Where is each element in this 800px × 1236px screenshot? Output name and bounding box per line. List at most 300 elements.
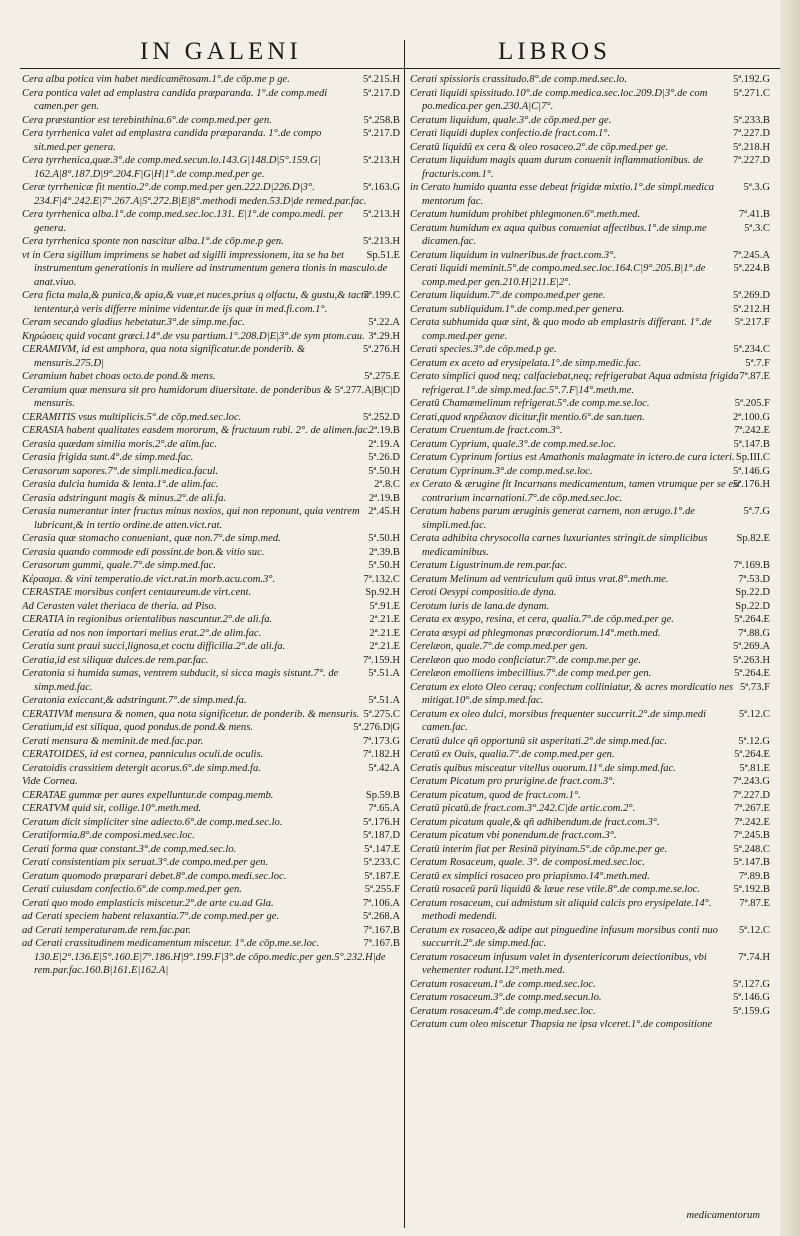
index-entry	[22, 829, 400, 843]
index-entry	[410, 316, 770, 343]
entry-reference: 5ª.26.D	[368, 452, 400, 463]
index-entry	[410, 586, 770, 600]
entry-reference: 7ª.242.E	[734, 816, 770, 828]
header-right: LIBROS	[498, 38, 611, 65]
entry-text: Ceratia,id est siliquæ dulces.de rem.par.fac.	[22, 654, 209, 666]
entry-text: Cerasia quando commode edi possint.de bon.& vitio suc.	[22, 546, 265, 558]
index-entry	[22, 586, 400, 600]
entry-reference: 7ª.227.D	[732, 128, 770, 139]
index-entry	[410, 627, 770, 641]
entry-reference: 5ª.192.G	[732, 74, 770, 85]
entry-reference: 5ª.233.C	[363, 857, 400, 868]
index-entry	[22, 640, 400, 654]
entry-reference: 5ª.51.A	[368, 695, 400, 706]
entry-reference: 7ª.87.E	[739, 371, 770, 382]
entry-text: Cerati quo modo emplasticis miscetur.2°.de arte cu.ad Gla.	[22, 897, 274, 909]
index-entry	[410, 640, 770, 654]
entry-reference: 7ª.173.G	[362, 735, 400, 747]
entry-reference: 7ª.65.A	[368, 803, 400, 814]
entry-reference: 5ª.264.E	[734, 668, 770, 679]
index-entry	[410, 370, 770, 397]
entry-text: Cerata adhibita chrysocolla carnes luxuriantes stringit.de simplicibus medicaminibus.	[410, 533, 708, 558]
entry-reference: 7ª.182.H	[362, 749, 400, 760]
index-entry	[22, 816, 400, 830]
entry-text: Ceratū ex Ouis, qualia.7°.de comp.med.per gen.	[410, 749, 615, 760]
entry-reference: 7ª.88.G	[738, 627, 770, 639]
entry-reference: 7ª.245.A	[732, 249, 770, 261]
entry-reference: 5ª.12.C	[738, 924, 770, 936]
entry-text: Cerati spissioris crassitudo.8°.de comp.med.sec.lo.	[410, 74, 627, 85]
index-entry	[410, 397, 770, 411]
entry-text: Cerasia quæ stomacho conueniant, quæ non.7°.de simp.med.	[22, 533, 281, 544]
entry-text: Ceræ tyrrhenicæ fit mentio.2°.de comp.med.per gen.222.D|226.D|3°. 234.F|4°.242.E|7°.267.A|5ª.272.B|E|8°.methodi meden.53.D|de remed.par.fac.	[22, 182, 367, 207]
entry-text: Cerotum iuris de lana.de dynam.	[410, 600, 550, 612]
entry-text: Cerelæon emolliens imbecillius.7°.de comp med.per gen.	[410, 668, 652, 679]
entry-text: Cerata œsypi ad phlegmonas præcordiorum.14°.meth.med.	[410, 627, 661, 639]
index-entry	[410, 816, 770, 830]
entry-reference: 5ª.276.H	[362, 344, 400, 355]
entry-reference: 5ª.212.H	[732, 303, 770, 315]
entry-reference: 2ª.45.H	[368, 506, 400, 517]
entry-text: Ceratum Cyprinum.3°.de comp.med.se.loc.	[410, 465, 593, 477]
entry-text: Cerati liquidi meminit.5°.de compo.med.sec.loc.164.C|9°.205.B|1°.de comp.med.per gen.210.H|211.E|2°.	[410, 263, 706, 288]
entry-text: ad Cerati temperaturam.de rem.fac.par.	[22, 924, 191, 936]
entry-text: ad Cerati crassitudinem medicamentum miscetur. 1°.de cōp.me.se.loc. 130.E|2°.136.E|5°.160.E|7°.186.H|9°.199.F|3°.de cōpo.medic.per gen.5°.232.H|de rem.par.fac.160.B|161.E|162.A|	[22, 938, 386, 976]
entry-text: Ceram secando gladius hebetatur.3°.de simp.me.fac.	[22, 317, 245, 328]
index-entry	[410, 73, 770, 87]
entry-reference: 5ª.192.B	[733, 884, 770, 895]
index-entry	[22, 708, 400, 722]
entry-text: Ceratum Rosaceum, quale. 3°. de composi.med.sec.loc.	[410, 857, 645, 868]
index-entry	[22, 600, 400, 614]
index-entry	[410, 303, 770, 317]
entry-text: Cera tyrrhenica,quæ.3°.de comp.med.secun.lo.143.G|148.D|5°.159.G| 162.A|8°.187.D|9°.204.F|G|H|1°.de comp.med.per ge.	[22, 155, 321, 180]
entry-reference: Sp.59.B	[365, 789, 400, 801]
entry-text: Cera tyrrhenica sponte non nascitur alba.1°.de cōp.me.p gen.	[22, 236, 284, 247]
entry-text: Ceratum Cruentum.de fract.com.3°.	[410, 425, 563, 436]
left-column	[22, 73, 400, 1223]
entry-text: Ceratoidis crassitiem detergit acorus.6°.de simp.med.fa.	[22, 762, 261, 774]
entry-text: Cerasia dulcia humida & lenta.1°.de alim.fac.	[22, 479, 219, 490]
index-entry	[22, 762, 400, 776]
entry-reference: 5ª.248.C	[733, 843, 770, 855]
entry-text: Ceratum picatum quale,& qñ adhibendum.de fract.com.3°.	[410, 816, 660, 828]
entry-text: Ceratium,id est siliqua, quod pondus.de pond.& mens.	[22, 722, 253, 733]
entry-reference: 5ª.147.B	[733, 857, 770, 868]
entry-text: Ceratum liquidum magis quam durum conuenit inflammationibus. de fracturis.com.1°.	[410, 155, 704, 180]
entry-reference: 5ª.233.B	[733, 114, 770, 126]
entry-text: Κέρασμα. & vini temperatio.de vict.rat.in morb.acu.com.3°.	[22, 573, 276, 585]
entry-text: Cera tyrrhenica alba.1°.de comp.med.sec.loc.131. E|1°.de compo.medi. per genera.	[22, 209, 343, 234]
entry-text: Ceratū liquidū ex cera & oleo rosaceo.2°.de cōp.med.per ge.	[410, 141, 669, 153]
index-entry	[410, 127, 770, 141]
entry-text: Ceratum ex oleo dulci, morsibus frequenter succurrit.2°.de simp.medi camen.fac.	[410, 708, 707, 733]
index-entry	[410, 775, 770, 789]
entry-reference: Sp.51.E	[366, 249, 400, 261]
entry-text: CERATAE gummæ per aures expelluntur.de compag.memb.	[22, 789, 274, 801]
entry-text: Cera pontica valet ad emplastra candida præparanda. 1°.de comp.medi camen.per gen.	[22, 87, 328, 112]
catchword: medicamentorum	[686, 1210, 760, 1221]
entry-text: Ceramium quæ mensura sit pro humidorum diuersitate. de ponderibus & mensuris.	[22, 384, 332, 409]
entry-reference: 5ª.263.H	[732, 654, 770, 666]
entry-reference: 5ª.51.A	[368, 668, 400, 679]
entry-text: Cerati mensura & meminit.de med.fac.par.	[22, 735, 204, 747]
entry-reference: 5ª.269.A	[732, 641, 770, 652]
entry-text: Ceratum rosaceum.4°.de comp.med.sec.loc.	[410, 1005, 596, 1017]
index-entry	[410, 951, 770, 978]
entry-text: Cerasia adstringunt magis & minus.2°.de ali.fa.	[22, 492, 227, 504]
entry-text: CERAMITIS vsus multiplicis.5°.de cōp.med.sec.loc.	[22, 411, 242, 423]
index-entry	[22, 370, 400, 384]
entry-reference: 5ª.50.H	[368, 560, 400, 571]
entry-text: in Cerato humido quanta esse debeat frigidæ mixtio.1°.de simpl.medica mentorum fac.	[410, 182, 715, 207]
entry-reference: 2ª.21.E	[369, 614, 400, 625]
entry-reference: 5ª.264.E	[734, 749, 770, 760]
index-entry	[22, 424, 400, 438]
index-entry	[410, 222, 770, 249]
header-rule	[20, 68, 780, 69]
index-entry	[410, 87, 770, 114]
index-entry	[22, 411, 400, 425]
right-column	[410, 73, 770, 1208]
index-entry	[22, 532, 400, 546]
entry-reference: 5ª.277.A|B|C|D	[334, 384, 400, 396]
entry-text: CERATVM quid sit, collige.10°.meth.med.	[22, 803, 202, 814]
index-entry	[410, 1005, 770, 1019]
entry-text: Ad Cerasten valet theriaca de theria. ad Piso.	[22, 600, 217, 612]
entry-text: Cerasia frigida sunt.4°.de simp.med.fac.	[22, 452, 194, 463]
entry-text: Ceratum dicit simpliciter sine adiecto.6°.de comp.med.sec.lo.	[22, 816, 283, 828]
entry-text: Cera præstantior est terebinthina.6°.de comp.med.per gen.	[22, 114, 272, 126]
index-entry	[22, 465, 400, 479]
header-left: IN GALENI	[140, 38, 302, 65]
entry-text: Cerati cuiusdam confectio.6°.de comp.med.per gen.	[22, 884, 242, 895]
index-entry	[22, 492, 400, 506]
index-entry	[410, 154, 770, 181]
index-entry	[410, 289, 770, 303]
index-entry	[22, 802, 400, 816]
index-entry	[410, 883, 770, 897]
entry-reference: 5ª.147.B	[733, 438, 770, 450]
index-entry	[410, 438, 770, 452]
entry-reference: 5ª.3.G	[743, 182, 770, 193]
entry-text: Ceratum rosaceum infusum valet in dysentericorum deiectionibus, vbi vehementer rodunt.12°.meth.med.	[410, 951, 707, 976]
entry-text: Κηρώσεις quid vocant græci.14°.de vsu partium.1°.208.D|E|3°.de sym ptom.cau.	[22, 330, 365, 342]
entry-reference: 7ª.167.B	[363, 924, 400, 936]
index-entry	[410, 208, 770, 222]
index-entry	[22, 573, 400, 587]
entry-reference: 7ª.132.C	[363, 573, 400, 585]
entry-text: Ceratū ex simplici rosaceo pro priapismo.14°.meth.med.	[410, 870, 650, 882]
entry-text: Ceratum Melinum ad ventriculum quū intus vrat.8°.meth.me.	[410, 573, 669, 585]
entry-text: CERATIVM mensura & nomen, qua nota significetur. de ponderib. & mensuris.	[22, 708, 360, 720]
index-entry	[410, 262, 770, 289]
entry-text: ex Cerato & ærugine fit Incarnans medicamentum, tamen vtrumque per se est contrarium incarnationi.7°.de cōp.med.sec.loc.	[410, 479, 741, 504]
entry-reference: 5ª.163.G	[362, 182, 400, 193]
index-entry	[22, 114, 400, 128]
index-entry	[410, 411, 770, 425]
entry-reference: 5ª.255.F	[364, 884, 400, 895]
entry-text: Cerato simplici quod neq; calfaciebat,neq; refrigerabat Aqua admista frigida refrigerat.1°.de simp.med.fac.5°.7.F|14°.meth.me.	[410, 371, 739, 396]
index-entry	[22, 856, 400, 870]
entry-text: Ceratum Cyprium, quale.3°.de comp.med.se.loc.	[410, 438, 617, 450]
entry-reference: 7ª.242.E	[734, 425, 770, 436]
index-entry	[22, 546, 400, 560]
entry-text: Ceratum liquidum, quale.3°.de cōp.med.per ge.	[410, 114, 612, 126]
index-entry	[410, 667, 770, 681]
index-entry	[410, 478, 770, 505]
index-entry	[22, 789, 400, 803]
entry-reference: 5ª.187.E	[364, 870, 400, 882]
entry-reference: 7ª.199.C	[363, 290, 400, 301]
index-entry	[22, 627, 400, 641]
index-entry	[410, 654, 770, 668]
entry-reference: 7ª.159.H	[362, 654, 400, 666]
entry-text: Ceratū Chamæmelinum refrigerat.5°.de comp.me.se.loc.	[410, 398, 650, 409]
index-entry	[410, 991, 770, 1005]
index-entry	[410, 613, 770, 627]
entry-reference: 5ª.213.H	[362, 236, 400, 247]
index-entry	[22, 316, 400, 330]
entry-reference: Sp.III.C	[735, 452, 770, 463]
entry-text: Cerata ex œsypo, resina, et cera, qualia.7°.de cōp.med.per ge.	[410, 614, 674, 625]
entry-reference: 5ª.269.D	[732, 290, 770, 301]
index-entry	[22, 654, 400, 668]
index-entry	[410, 114, 770, 128]
entry-text: Ceratum rosaceum.1°.de comp.med.sec.loc.	[410, 978, 596, 990]
entry-reference: 5ª.12.G	[738, 735, 770, 747]
entry-text: CERATIA in regionibus orientalibus nascuntur.2°.de ali.fa.	[22, 614, 273, 625]
entry-text: Ceratum cum oleo miscetur Thapsia ne ipsa vlceret.1°.de compositione	[410, 1019, 713, 1030]
entry-reference: 5ª.81.E	[739, 762, 770, 774]
index-entry	[22, 384, 400, 411]
entry-text: Ceratum Cyprinum fortius est Amathonis malagmate in ictero.de cura icteri.	[410, 452, 735, 463]
entry-text: Cerasorum gummi, quale.7°.de simp.med.fac.	[22, 560, 217, 571]
index-entry	[22, 289, 400, 316]
entry-text: Ceratum quomodo præparari debet.8°.de compo.medi.sec.loc.	[22, 870, 287, 882]
entry-text: Cerasia quædam similia moris.2°.de alim.fac.	[22, 438, 217, 450]
entry-text: Ceratum rosaceum.3°.de comp.med.secun.lo.	[410, 992, 602, 1003]
index-entry	[410, 681, 770, 708]
entry-text: Ceramium habet choas octo.de pond.& mens.	[22, 371, 216, 382]
index-entry	[410, 343, 770, 357]
entry-text: ad Cerati speciem habent relaxantia.7°.de comp.med.per ge.	[22, 911, 280, 922]
index-entry	[22, 667, 400, 694]
entry-text: Cerasia numerantur inter fructus minus noxios, qui non reponunt, quia ventrem lubricant,& in tertio ordine.de atten.vict.rat.	[22, 506, 360, 531]
entry-text: Cera ficta mala,& punica,& apia,& vuæ,et nuces,prius q olfactu, & gustu,& tactu tententur,à veris differre minime videntur.de ijs quæ in med.fi.com.1°.	[22, 290, 370, 315]
entry-text: Ceratum liquidum.7°.de compo.med.per gene.	[410, 290, 606, 301]
entry-reference: Sp.92.H	[365, 587, 400, 598]
entry-text: Ceratum Picatum pro prurigine.de fract.com.3°.	[410, 776, 616, 787]
index-entry	[22, 235, 400, 249]
index-entry	[410, 249, 770, 263]
index-entry	[410, 802, 770, 816]
index-entry	[22, 775, 400, 789]
entry-reference: 7ª.267.E	[734, 803, 770, 814]
entry-reference: 7ª.53.D	[738, 573, 770, 585]
entry-text: Ceratum Ligustrinum.de rem.par.fac.	[410, 560, 568, 571]
entry-text: CERASTAE morsibus confert centaureum.de virt.cent.	[22, 587, 252, 598]
index-entry	[410, 465, 770, 479]
entry-reference: 7ª.41.B	[738, 209, 770, 220]
entry-reference: Sp.22.D	[735, 587, 770, 598]
entry-text: Cerati,quod κηρέλαιον dicitur,fit mentio.6°.de san.tuen.	[410, 411, 645, 423]
entry-text: Ceratum ex eloto Oleo ceraq; confectum colliniatur, & acres mordicatio nes mitigat.10°.de simp.med.fac.	[410, 681, 734, 706]
entry-text: Cerati forma quæ constant.3°.de comp.med.sec.lo.	[22, 843, 237, 855]
entry-text: Cerata subhumida quæ sint, & quo modo ab emplastris differant. 1°.de comp.med.per gene.	[410, 317, 712, 342]
index-entry	[410, 897, 770, 924]
entry-reference: 5ª.217.D	[362, 87, 400, 99]
entry-text: Ceratia ad nos non importari melius erat.2°.de alim.fac.	[22, 627, 262, 639]
entry-reference: 5ª.218.H	[732, 141, 770, 153]
entry-text: Ceratum humidum prohibet phlegmonen.6°.meth.med.	[410, 209, 641, 220]
entry-reference: 5ª.275.C	[363, 708, 400, 720]
entry-reference: 7ª.74.H	[738, 951, 770, 963]
entry-reference: 2ª.19.B	[368, 492, 400, 504]
entry-reference: 7ª.169.B	[733, 560, 770, 571]
index-entry	[410, 1018, 770, 1032]
entry-reference: 5ª.146.G	[732, 465, 770, 477]
entry-reference: 5ª.73.F	[739, 681, 770, 693]
entry-reference: 5ª.176.H	[362, 816, 400, 828]
entry-reference: 5ª.42.A	[368, 762, 400, 774]
entry-text: Cerati consistentiam pix seruat.3°.de compo.med.per gen.	[22, 857, 269, 868]
index-entry	[410, 843, 770, 857]
index-entry	[22, 330, 400, 344]
index-entry	[410, 181, 770, 208]
entry-text: Ceratum subliquidum.1°.de comp.med.per genera.	[410, 303, 625, 315]
entry-text: Cera tyrrhenica valet ad emplastra candida præparanda. 1°.de compo sit.med.per genera.	[22, 128, 322, 153]
index-entry	[410, 573, 770, 587]
entry-text: Ceratum habens parum æruginis generat carnem, non ærugo.1°.de simpli.med.fac.	[410, 506, 695, 531]
entry-reference: 5ª.258.B	[363, 114, 400, 126]
entry-reference: 2ª.100.G	[732, 411, 770, 423]
index-entry	[410, 357, 770, 371]
entry-reference: 5ª.268.A	[362, 911, 400, 922]
index-entry	[22, 451, 400, 465]
index-entry	[22, 343, 400, 370]
index-entry	[22, 694, 400, 708]
entry-text: Cera alba potica vim habet medicamētosam.1°.de cōp.me p ge.	[22, 74, 290, 85]
entry-reference: 5ª.147.E	[364, 843, 400, 855]
entry-reference: 5ª.159.G	[732, 1005, 770, 1017]
entry-text: Ceratū picatū.de fract.com.3°.242.C|de artic.com.2°.	[410, 803, 636, 814]
entry-reference: 5ª.91.E	[369, 600, 400, 612]
entry-text: Ceratum ex aceto ad erysipelata.1°.de simp.medic.fac.	[410, 357, 642, 369]
entry-reference: 3ª.29.H	[368, 330, 400, 342]
entry-text: Ceratū dulce qñ opportunū sit asperitati.2°.de simp.med.fac.	[410, 735, 667, 747]
entry-reference: 5ª.7.F	[745, 357, 770, 369]
entry-reference: 2ª.39.B	[368, 546, 400, 558]
index-entry	[410, 870, 770, 884]
entry-text: Cerati liquidi duplex confectio.de fract.com.1°.	[410, 128, 611, 139]
entry-text: vt in Cera sigillum imprimens se habet ad sigilli impressionem, ita se ha bet instrumentum generationis in muliere ad instrumentum genera tionis in masculo.de anat.viuo.	[22, 249, 388, 288]
entry-reference: 5ª.146.G	[732, 992, 770, 1003]
entry-reference: 5ª.213.H	[362, 209, 400, 220]
entry-reference: 2ª.8.C	[374, 479, 400, 490]
entry-text: Cerati species.3°.de cōp.med.p ge.	[410, 344, 557, 355]
index-entry	[22, 249, 400, 290]
index-entry	[410, 789, 770, 803]
index-entry	[22, 897, 400, 911]
entry-text: Cerasorum sapores.7°.de simpli.medica.facul.	[22, 465, 218, 477]
entry-text: Ceratonia si humida sumas, ventrem subducit, si sicca magis sistunt.7°. de simp.med.fac.	[22, 668, 339, 693]
entry-reference: 5ª.3.C	[744, 222, 770, 234]
index-entry	[410, 532, 770, 559]
index-entry	[410, 762, 770, 776]
index-entry	[410, 829, 770, 843]
entry-text: Cerati liquidi spissitudo.10°.de comp.medica.sec.loc.209.D|3°.de com po.medica.per gen.230.A|C|7°.	[410, 87, 708, 112]
entry-reference: 7ª.106.A	[362, 897, 400, 909]
index-entry	[22, 438, 400, 452]
entry-reference: 5ª.50.H	[368, 465, 400, 477]
index-entry	[410, 559, 770, 573]
entry-reference: Sp.82.E	[736, 533, 770, 544]
index-entry	[22, 924, 400, 938]
entry-text: Ceratum liquidum in vulneribus.de fract.com.3°.	[410, 249, 617, 261]
entry-reference: 7ª.167.B	[363, 938, 400, 949]
entry-text: Ceratiformia.8°.de composi.med.sec.loc.	[22, 830, 195, 841]
entry-reference: 5ª.276.D|G	[353, 722, 400, 733]
index-entry	[22, 208, 400, 235]
entry-reference: 2ª.21.E	[369, 641, 400, 652]
entry-reference: 2ª.19.A	[368, 438, 400, 450]
entry-reference: 5ª.275.E	[364, 371, 400, 382]
index-entry	[22, 73, 400, 87]
entry-reference: 5ª.217.F	[734, 317, 770, 328]
index-entry	[22, 478, 400, 492]
entry-reference: 5ª.50.H	[368, 533, 400, 544]
index-entry	[22, 735, 400, 749]
page-edge	[780, 0, 800, 1236]
entry-text: Ceratonia exiccant,& adstringunt.7°.de simp.med.fa.	[22, 695, 247, 706]
entry-reference: 2ª.21.E	[369, 627, 400, 639]
index-entry	[410, 505, 770, 532]
index-entry	[410, 451, 770, 465]
running-header	[0, 38, 800, 70]
entry-reference: 5ª.187.D	[362, 830, 400, 841]
entry-text: Ceratum humidum ex aqua quibus conueniat affectibus.1°.de simp.me dicamen.fac.	[410, 222, 707, 247]
entry-reference: 5ª.213.H	[362, 155, 400, 166]
index-entry	[22, 559, 400, 573]
entry-text: Cerelæon, quale.7°.de comp.med.per gen.	[410, 641, 588, 652]
entry-reference: 5ª.176.H	[732, 479, 770, 490]
index-entry	[22, 87, 400, 114]
entry-reference: 5ª.127.G	[732, 978, 770, 990]
index-entry	[22, 721, 400, 735]
index-entry	[22, 154, 400, 181]
index-entry	[22, 883, 400, 897]
entry-reference: 5ª.252.D	[362, 411, 400, 423]
index-entry	[410, 735, 770, 749]
column-divider	[404, 40, 405, 1228]
entry-text: Cerelæon quo modo conficiatur.7°.de comp.me.per ge.	[410, 654, 641, 666]
entry-text: Ceratum ex rosaceo,& adipe aut pinguedine infusum morsibus conti nuo succurrit.2°.de simp.med.fac.	[410, 924, 718, 949]
entry-reference: 5ª.217.D	[362, 128, 400, 139]
entry-reference: 7ª.89.B	[738, 870, 770, 882]
entry-text: Ceratum rosaceum, cui admistum sit aliquid calcis pro erysipelate.14°. methodi medendi.	[410, 897, 712, 922]
entry-text: Ceratū rosaceū parū liquidū & læue rese vtile.8°.de comp.me.se.loc.	[410, 884, 701, 895]
entry-reference: 2ª.19.B	[368, 425, 400, 436]
entry-text: Ceroti Oesypi compositio.de dyna.	[410, 587, 557, 598]
index-entry	[410, 600, 770, 614]
entry-reference: 7ª.245.B	[733, 830, 770, 841]
entry-reference: 5ª.264.E	[734, 614, 770, 625]
entry-reference: 7ª.227.D	[732, 155, 770, 166]
index-entry	[22, 843, 400, 857]
index-entry	[22, 181, 400, 208]
index-entry	[22, 505, 400, 532]
